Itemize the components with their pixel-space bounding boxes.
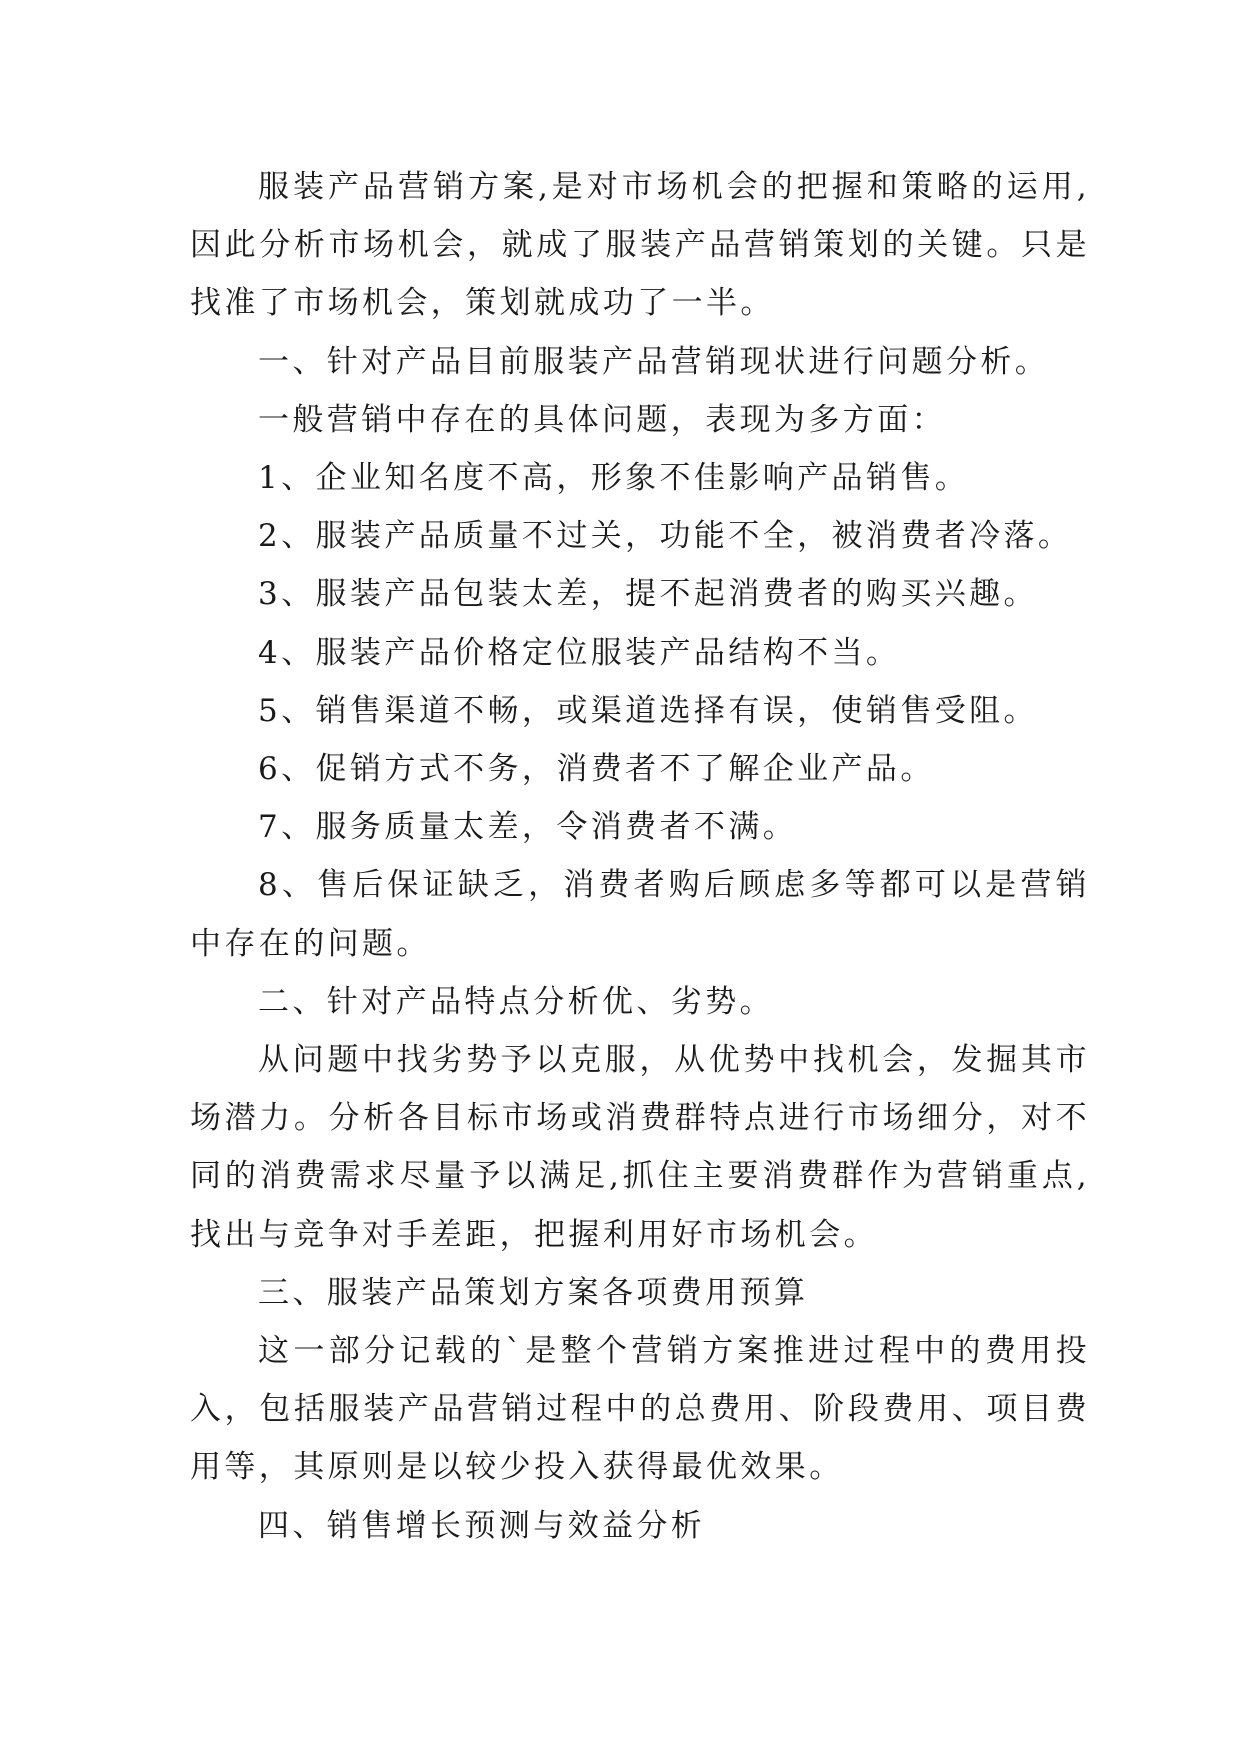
- list-item-3: 3、服装产品包装太差，提不起消费者的购买兴趣。: [258, 576, 1038, 613]
- list-item-1: 1、企业知名度不高，形象不佳影响产品销售。: [258, 460, 970, 497]
- list-item-4: 4、服装产品价格定位服装产品结构不当。: [258, 634, 901, 671]
- list-item-5: 5、销售渠道不畅，或渠道选择有误，使销售受阻。: [258, 692, 1038, 729]
- list-item-7: 7、服务质量太差，令消费者不满。: [258, 809, 798, 846]
- document-body: [190, 158, 1090, 1555]
- section-heading-1: 一、针对产品目前服装产品营销现状进行问题分析。: [258, 343, 1050, 380]
- list-item-8: 8、售后保证缺乏，消费者购后顾虑多等都可以是营销中存在的问题。: [190, 867, 1090, 962]
- list-item-2: 2、服装产品质量不过关，功能不全，被消费者冷落。: [258, 518, 1073, 555]
- paragraph-problems-intro: 一般营销中存在的具体问题，表现为多方面：: [258, 401, 946, 438]
- paragraph-swot: 从问题中找劣势予以克服，从优势中找机会，发掘其市场潜力。分析各目标市场或消费群特点进行市场细分，对不同的消费需求尽量予以满足,抓住主要消费群作为营销重点,找出与竞争对手差距，把握利用好市场机会。: [190, 1042, 1090, 1253]
- list-item-6: 6、促销方式不务，消费者不了解企业产品。: [258, 751, 935, 788]
- paragraph-budget: 这一部分记载的`是整个营销方案推进过程中的费用投入，包括服装产品营销过程中的总费用、阶段费用、项目费用等，其原则是以较少投入获得最优效果。: [190, 1333, 1090, 1486]
- section-heading-4: 四、销售增长预测与效益分析: [258, 1507, 706, 1544]
- paragraph-intro: 服装产品营销方案,是对市场机会的把握和策略的运用,因此分析市场机会，就成了服装产品营销策划的关键。只是找准了市场机会，策划就成功了一半。: [190, 169, 1090, 322]
- section-heading-3: 三、服装产品策划方案各项费用预算: [258, 1274, 809, 1311]
- section-heading-2: 二、针对产品特点分析优、劣势。: [258, 983, 774, 1020]
